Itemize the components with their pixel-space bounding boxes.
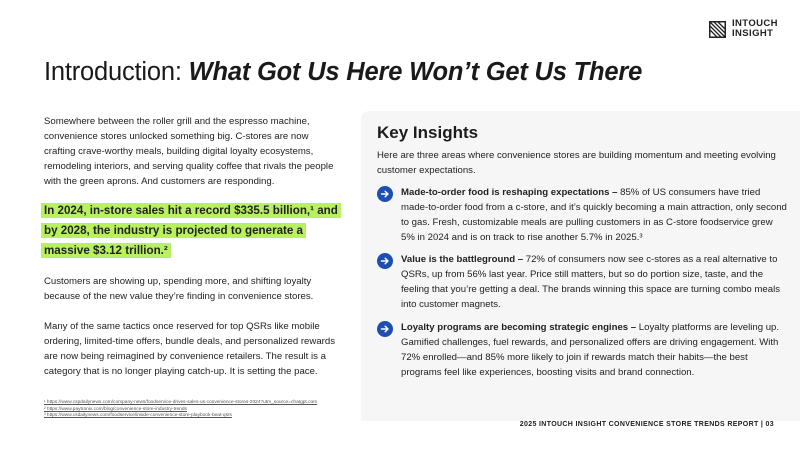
footnote-link-3[interactable]: ³ https://www.csdailynews.com/foodservice/inside-convenience-store-playbook-beat-qsrs (44, 413, 232, 419)
intro-column (44, 114, 340, 394)
page-title (44, 58, 642, 87)
insight-text (401, 252, 789, 312)
panel-intro: Here are three areas where convenience stores are building momentum and meeting evolving customer expectations. (377, 150, 776, 176)
highlight-text: In 2024, in-store sales hit a record $335.5 billion,¹ and by 2028, the industry is projected to generate a massive $3.12 trillion.² (41, 203, 341, 258)
insight-description: 85% of US consumers have tried made-to-order food from a c-store, and it’s quickly becoming a main attraction, only second to gas. Fresh, customizable meals are pulling customers in as C-store foodservice grew 5% in 2024 and is on track to rise another 5.7% in 2025.³ (401, 187, 787, 243)
arrow-right-icon (377, 186, 393, 202)
insight-text (401, 320, 789, 380)
brand-wordmark (732, 19, 778, 39)
insight-heading: Made-to-order food is reshaping expectations – (401, 187, 618, 198)
highlight-callout (41, 201, 340, 261)
brand-logo (709, 19, 778, 39)
intro-paragraph-3: Many of the same tactics once reserved for top QSRs like mobile ordering, limited-time offers, bundle deals, and personalized rewards are now being reimagined by convenience retailers. The result is a category that is no longer playing catch-up. It is setting the pace. (44, 321, 335, 377)
panel-title: Key Insights (377, 123, 479, 142)
intro-paragraph-1: Somewhere between the roller grill and the espresso machine, convenience stores unlocked something big. C-stores are now crafting crave-worthy meals, building digital loyalty ecosystems, remodeling interiors, and serving quality coffee that rivals the people with the green aprons. And customers are responding. (44, 116, 334, 187)
logo-mark-icon (709, 21, 726, 38)
title-emphasis: What Got Us Here Won’t Get Us There (188, 58, 643, 86)
insight-item (377, 252, 789, 312)
footnote-link-1[interactable]: ¹ https://www.cspdailynews.com/company-news/foodservice-drives-sales-us-convenience-stores-2024?utm_source=chatgpt.com (44, 400, 318, 405)
insight-description: Loyalty platforms are leveling up. Gamified challenges, fuel rewards, and personalized offers are driving engagement. With 72% enrolled—and 85% more likely to join if rewards match their habits—the best programs feel like experiences, boosting visits and brand connection. (401, 322, 780, 378)
insight-item (377, 185, 789, 245)
brand-line2: INSIGHT (732, 28, 774, 39)
footnotes (44, 400, 317, 420)
intro-paragraph-2: Customers are showing up, spending more, and shifting loyalty because of the new value they’re finding in convenience stores. (44, 276, 314, 302)
key-insights-panel (361, 111, 800, 421)
insight-item (377, 320, 789, 380)
arrow-right-icon (377, 321, 393, 337)
arrow-right-icon (377, 253, 393, 269)
footnote-link-2[interactable]: ² https://www.paytronix.com/blog/convenience-store-industry-trends (44, 406, 187, 412)
insight-description: 72% of consumers now see c-stores as a real alternative to QSRs, up from 56% last year. Price still matters, but so do portion size, taste, and the feeling that you’re getting a deal. The brands winning this space are turning combo meals into customer magnets. (401, 254, 781, 310)
title-prefix: Introduction: (44, 58, 189, 86)
insight-text (401, 185, 789, 245)
insight-heading: Value is the battleground – (401, 254, 524, 265)
insight-heading: Loyalty programs are becoming strategic engines – (401, 322, 637, 333)
brand-line1: INTOUCH (732, 18, 778, 29)
report-footer: 2025 INTOUCH INSIGHT CONVENIENCE STORE TRENDS REPORT | 03 (519, 421, 774, 428)
